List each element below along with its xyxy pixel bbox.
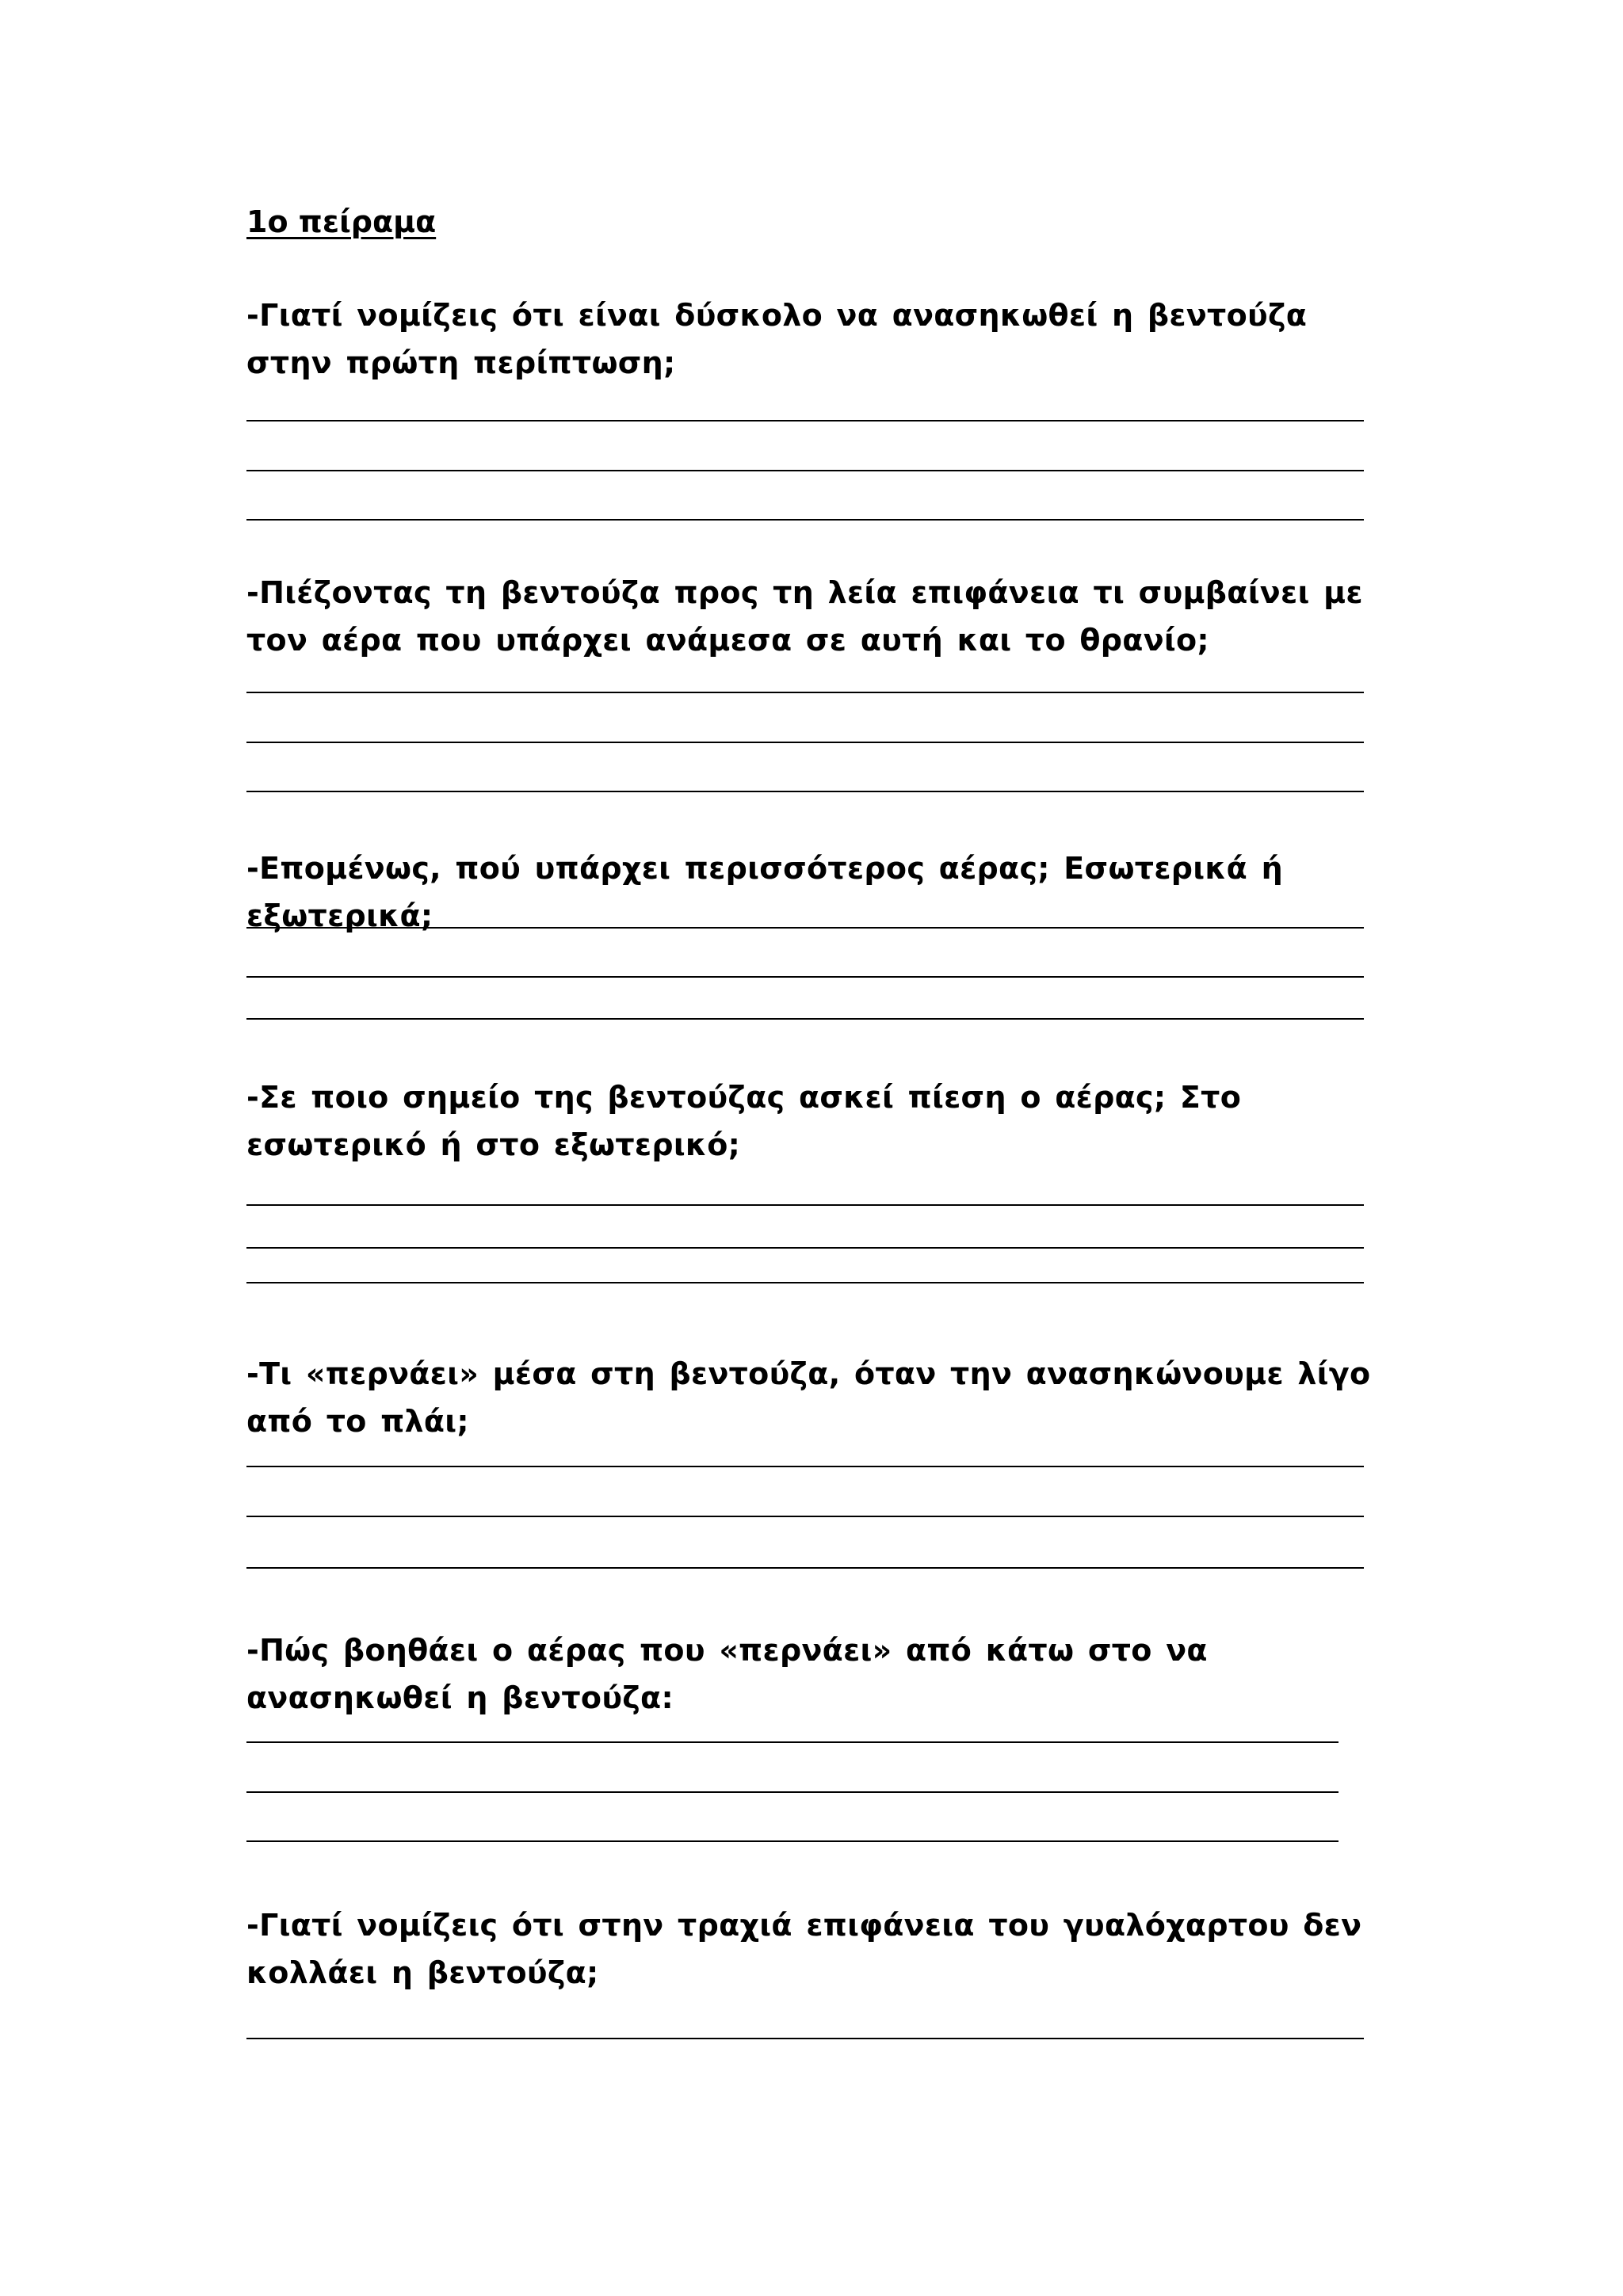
experiment-heading: 1ο πείραμα	[246, 204, 437, 239]
answer-line[interactable]	[246, 1741, 1338, 1743]
answer-line[interactable]	[246, 976, 1364, 978]
answer-line[interactable]	[246, 742, 1364, 743]
question-7: -Γιατί νομίζεις ότι στην τραχιά επιφάνεια του γυαλόχαρτου δεν κολλάει η βεντούζα;	[246, 1908, 1362, 1990]
answer-line[interactable]	[246, 470, 1364, 471]
answer-line[interactable]	[246, 692, 1364, 693]
answer-line[interactable]	[246, 519, 1364, 521]
answer-line[interactable]	[246, 1282, 1364, 1283]
answer-line[interactable]	[246, 1247, 1364, 1249]
question-3: -Επομένως, πού υπάρχει περισσότερος αέρας; Εσωτερικά ή εξωτερικά;	[246, 851, 1283, 933]
question-6: -Πώς βοηθάει ο αέρας που «περνάει» από κάτω στο να ανασηκωθεί η βεντούζα:	[246, 1633, 1208, 1715]
question-4: -Σε ποιο σημείο της βεντούζας ασκεί πίεση ο αέρας; Στο εσωτερικό ή στο εξωτερικό;	[246, 1080, 1242, 1162]
answer-line[interactable]	[246, 2038, 1364, 2039]
answer-line[interactable]	[246, 1204, 1364, 1206]
answer-line[interactable]	[246, 927, 1364, 929]
answer-line[interactable]	[246, 1791, 1338, 1793]
question-2: -Πιέζοντας τη βεντούζα προς τη λεία επιφάνεια τι συμβαίνει με τον αέρα που υπάρχει ανάμεσα σε αυτή και το θρανίο;	[246, 575, 1363, 658]
answer-line[interactable]	[246, 1466, 1364, 1467]
answer-line[interactable]	[246, 420, 1364, 421]
answer-line[interactable]	[246, 791, 1364, 792]
answer-line[interactable]	[246, 1018, 1364, 1020]
question-5: -Τι «περνάει» μέσα στη βεντούζα, όταν την ανασηκώνουμε λίγο από το πλάι;	[246, 1356, 1371, 1439]
answer-line[interactable]	[246, 1840, 1338, 1842]
answer-line[interactable]	[246, 1567, 1364, 1569]
answer-line[interactable]	[246, 1516, 1364, 1517]
question-1: -Γιατί νομίζεις ότι είναι δύσκολο να ανασηκωθεί η βεντούζα στην πρώτη περίπτωση;	[246, 298, 1308, 380]
